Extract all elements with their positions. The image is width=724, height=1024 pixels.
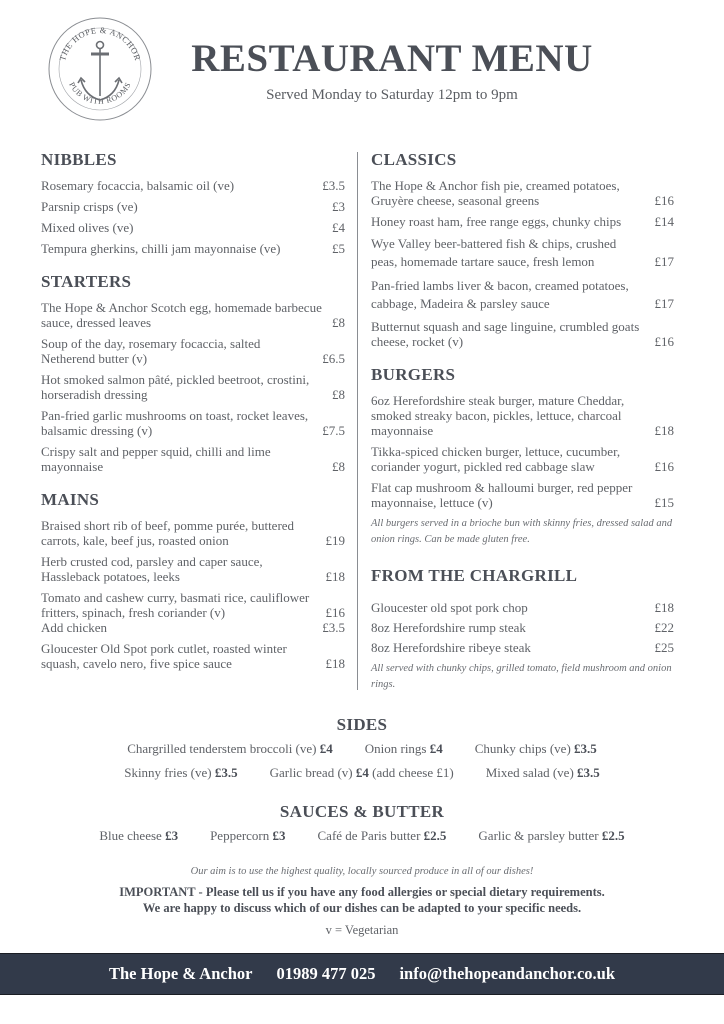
- section-title: MAINS: [41, 490, 100, 509]
- menu-item: [371, 178, 674, 208]
- section-nibbles: [41, 150, 345, 256]
- allergy-notice: IMPORTANT - Please tell us if you have any food allergies or special dietary requirements.: [119, 885, 605, 899]
- left-column: [41, 150, 345, 683]
- phone-number[interactable]: 01989 477 025: [276, 964, 376, 983]
- side-item: Skinny fries (ve) £3.5: [124, 765, 238, 780]
- item-name: Hot smoked salmon pâté, pickled beetroot, crostini, horseradish dressing: [41, 372, 310, 402]
- item-price: £5: [332, 241, 345, 256]
- menu-item-addon: [41, 620, 345, 635]
- item-name: Herb crusted cod, parsley and caper sauce, Hassleback potatoes, leeks: [41, 554, 263, 584]
- item-name: Rosemary focaccia, balsamic oil (ve): [41, 178, 235, 193]
- restaurant-name: The Hope & Anchor: [108, 964, 253, 983]
- item-price: £19: [325, 533, 345, 548]
- menu-item: [371, 620, 674, 635]
- menu-item: [371, 393, 674, 438]
- menu-item: [41, 220, 345, 235]
- menu-item: [41, 444, 345, 474]
- service-hours: Served Monday to Saturday 12pm to 9pm: [266, 87, 518, 103]
- section-title: SAUCES & BUTTER: [279, 802, 445, 821]
- item-price: £8: [332, 387, 345, 402]
- item-name: Tikka-spiced chicken burger, lettuce, cucumber, coriander yogurt, pickled red cabbage slaw: [371, 444, 621, 474]
- item-price: £6.5: [322, 351, 345, 366]
- menu-item: [41, 336, 345, 366]
- side-item: Garlic bread (v) £4 (add cheese £1): [269, 765, 454, 780]
- item-price: £16: [654, 193, 674, 208]
- item-price: £16: [654, 459, 674, 474]
- menu-item: [41, 300, 345, 330]
- side-item: Onion rings £4: [364, 741, 443, 756]
- contact-bar: [0, 953, 724, 995]
- item-price: £14: [654, 214, 674, 229]
- section-title: BURGERS: [371, 365, 456, 384]
- menu-item: [371, 235, 674, 271]
- menu-item: [41, 641, 345, 671]
- item-name: Braised short rib of beef, pomme purée, buttered carrots, kale, beef jus, roasted onion: [41, 518, 295, 548]
- side-item: Chunky chips (ve) £3.5: [474, 741, 597, 756]
- item-price: £17: [654, 254, 674, 269]
- allergy-notice-line2: We are happy to discuss which of our dishes can be adapted to your specific needs.: [142, 901, 582, 915]
- menu-item: [371, 480, 674, 510]
- item-name: Parsnip crisps (ve): [41, 199, 138, 214]
- email-link[interactable]: info@thehopeandanchor.co.uk: [399, 964, 615, 983]
- menu-item: [371, 640, 674, 655]
- menu-item: [371, 214, 674, 229]
- item-name: Crispy salt and pepper squid, chilli and lime mayonnaise: [41, 444, 271, 474]
- item-price: £17: [654, 296, 674, 311]
- item-name: Add chicken: [41, 620, 108, 635]
- section-title: STARTERS: [41, 272, 132, 291]
- column-divider: [357, 152, 358, 690]
- item-name: Honey roast ham, free range eggs, chunky chips: [371, 214, 622, 229]
- item-price: £18: [325, 656, 345, 671]
- item-price: £3: [332, 199, 345, 214]
- item-name: Pan-fried lambs liver & bacon, creamed potatoes, cabbage, Madeira & parsley sauce: [371, 278, 629, 311]
- section-classics: [371, 150, 674, 349]
- menu-item: [371, 444, 674, 474]
- item-name: Soup of the day, rosemary focaccia, salted Netherend butter (v): [41, 336, 261, 366]
- menu-item: [41, 372, 345, 402]
- svg-text:PUB WITH ROOMS: PUB WITH ROOMS: [67, 80, 133, 106]
- svg-text:THE HOPE & ANCHOR: THE HOPE & ANCHOR: [57, 24, 143, 62]
- item-name: Tomato and cashew curry, basmati rice, cauliflower fritters, spinach, fresh coriander (v): [41, 590, 310, 620]
- item-price: £8: [332, 459, 345, 474]
- item-price: £8: [332, 315, 345, 330]
- sauces-row: [0, 828, 724, 844]
- item-price: £18: [654, 423, 674, 438]
- menu-item: [371, 600, 674, 615]
- item-name: Gloucester old spot pork chop: [371, 600, 528, 615]
- section-starters: [41, 272, 345, 474]
- item-price: £16: [654, 334, 674, 349]
- section-title: SIDES: [336, 715, 388, 734]
- item-name: 6oz Herefordshire steak burger, mature Cheddar, smoked streaky bacon, pickles, lettuce, charcoal mayonnaise: [371, 393, 625, 438]
- menu-item: [371, 319, 674, 349]
- item-name: Wye Valley beer-battered fish & chips, crushed peas, homemade tartare sauce, fresh lemon: [371, 236, 617, 269]
- footer-notes: [0, 866, 724, 938]
- item-price: £7.5: [322, 423, 345, 438]
- menu-header: [0, 0, 724, 130]
- right-column: [371, 150, 674, 705]
- section-title: CLASSICS: [371, 150, 457, 169]
- logo: [47, 16, 153, 122]
- sauce-item: Peppercorn £3: [210, 828, 286, 843]
- sauce-item: Blue cheese £3: [99, 828, 179, 843]
- sides-row: [0, 765, 724, 781]
- item-name: 8oz Herefordshire ribeye steak: [371, 640, 531, 655]
- item-name: Butternut squash and sage linguine, crumbled goats cheese, rocket (v): [371, 319, 640, 349]
- item-price: £18: [325, 569, 345, 584]
- menu-item: [41, 518, 345, 548]
- item-name: Tempura gherkins, chilli jam mayonnaise (ve): [41, 241, 281, 256]
- item-price: £4: [332, 220, 345, 235]
- item-name: The Hope & Anchor Scotch egg, homemade barbecue sauce, dressed leaves: [41, 300, 322, 330]
- item-price: £3.5: [322, 178, 345, 193]
- menu-item: [41, 590, 345, 620]
- item-price: £25: [654, 640, 674, 655]
- menu-item: [41, 178, 345, 193]
- menu-item: [371, 277, 674, 313]
- anchor-icon: [47, 16, 153, 122]
- section-mains: [41, 490, 345, 671]
- menu-item: [41, 408, 345, 438]
- section-burgers: [371, 365, 674, 548]
- side-item: Chargrilled tenderstem broccoli (ve) £4: [127, 741, 333, 756]
- section-title: FROM THE CHARGRILL: [371, 566, 578, 585]
- section-chargrill: [371, 566, 674, 693]
- item-name: Gloucester Old Spot pork cutlet, roasted winter squash, cavelo nero, five spice sauce: [41, 641, 287, 671]
- item-price: £22: [654, 620, 674, 635]
- sauce-item: Café de Paris butter £2.5: [317, 828, 447, 843]
- section-sides: [0, 715, 724, 781]
- item-name: Mixed olives (ve): [41, 220, 134, 235]
- item-name: Pan-fried garlic mushrooms on toast, rocket leaves, balsamic dressing (v): [41, 408, 309, 438]
- item-price: £15: [654, 495, 674, 510]
- section-sauces: [0, 802, 724, 844]
- item-price: £3.5: [322, 620, 345, 635]
- chargrill-note: All served with chunky chips, grilled tomato, field mushroom and onion rings.: [371, 663, 672, 690]
- side-item: Mixed salad (ve) £3.5: [485, 765, 600, 780]
- burgers-note: All burgers served in a brioche bun with skinny fries, dressed salad and onion rings. Can be made gluten free.: [371, 518, 673, 545]
- section-title: NIBBLES: [41, 150, 117, 169]
- sauce-item: Garlic & parsley butter £2.5: [478, 828, 625, 843]
- item-name: The Hope & Anchor fish pie, creamed potatoes, Gruyère cheese, seasonal greens: [371, 178, 620, 208]
- item-price: £16: [325, 605, 345, 620]
- menu-item: [41, 241, 345, 256]
- menu-item: [41, 554, 345, 584]
- sourcing-note: Our aim is to use the highest quality, locally sourced produce in all of our dishes!: [190, 866, 534, 877]
- page-title: RESTAURANT MENU: [191, 37, 593, 80]
- item-name: Flat cap mushroom & halloumi burger, red pepper mayonnaise, lettuce (v): [371, 480, 633, 510]
- sides-row: [0, 741, 724, 757]
- vegetarian-legend: v = Vegetarian: [325, 923, 399, 937]
- menu-item: [41, 199, 345, 214]
- item-price: £18: [654, 600, 674, 615]
- item-name: 8oz Herefordshire rump steak: [371, 620, 526, 635]
